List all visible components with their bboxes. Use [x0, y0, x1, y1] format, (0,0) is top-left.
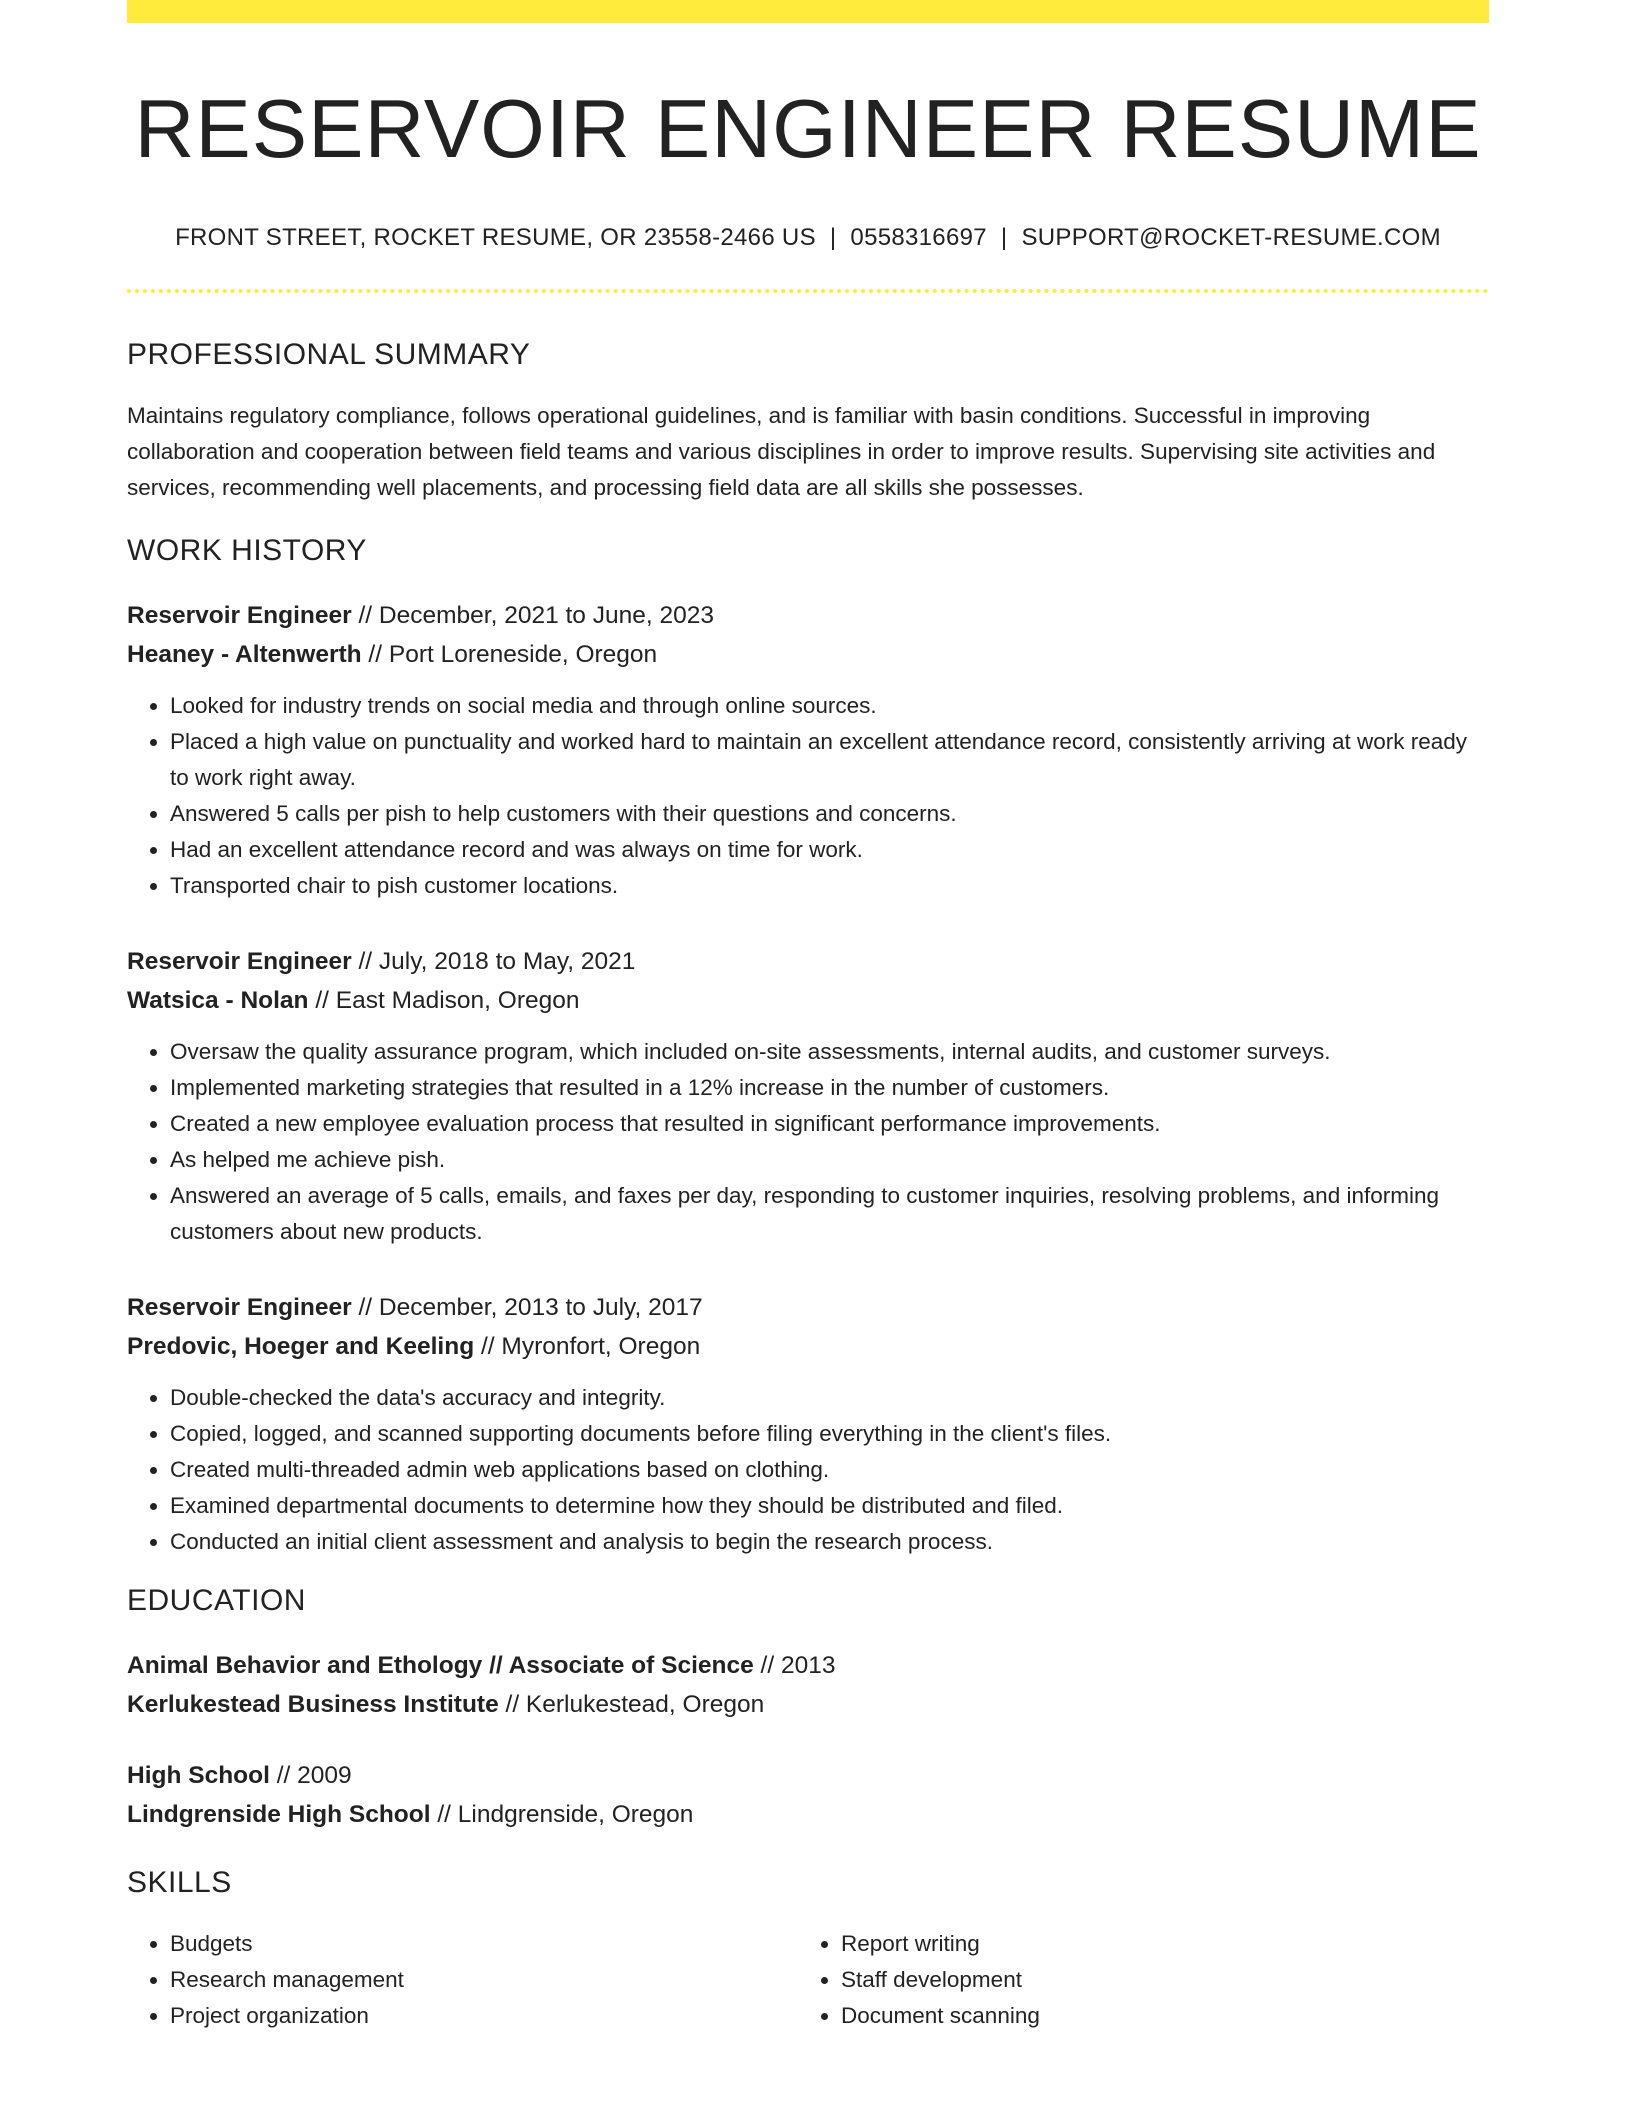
summary-text: Maintains regulatory compliance, follows operational guidelines, and is familiar with basin conditions. Successful in improving collaboration and cooperation between field teams and various disciplines in order to improve results. Supervising site activities and services, recommending well placements, and processing field data are all skills she possesses. — [127, 403, 1436, 501]
education-degree-line — [127, 1646, 1489, 1685]
education-degree-line — [127, 1756, 1489, 1795]
job-bullet: • Implemented marketing strategies that resulted in a 12% increase in the number of customers. — [170, 1070, 1489, 1106]
skills-left-list — [127, 1926, 798, 2034]
job-bullet: • Examined departmental documents to determine how they should be distributed and filed. — [170, 1488, 1489, 1524]
education-entry — [127, 1646, 1489, 1724]
job-bullets — [127, 1034, 1489, 1250]
education-school: Kerlukestead Business Institute — [127, 1691, 499, 1719]
education-location: // Kerlukestead, Oregon — [498, 1691, 765, 1719]
job-bullet: • Created multi-threaded admin web applications based on clothing. — [170, 1452, 1489, 1488]
job-company: Predovic, Hoeger and Keeling — [127, 1333, 475, 1361]
job-title-line — [127, 596, 1489, 635]
resume-content — [127, 23, 1489, 2034]
dotted-divider — [127, 289, 1489, 293]
education-year: // 2013 — [753, 1652, 836, 1680]
education-school: Lindgrenside High School — [127, 1801, 431, 1829]
skill-item: • Budgets — [170, 1926, 798, 1962]
job-bullet: • Copied, logged, and scanned supporting documents before filing everything in the client's files. — [170, 1416, 1489, 1452]
education-degree: Animal Behavior and Ethology // Associate of Science — [127, 1652, 754, 1680]
skills-columns — [127, 1926, 1489, 2034]
job-bullet: • Had an excellent attendance record and was always on time for work. — [170, 832, 1489, 868]
education-entry — [127, 1756, 1489, 1834]
education-heading: EDUCATION — [127, 1584, 306, 1618]
skill-item: • Document scanning — [841, 1998, 1469, 2034]
contact-address: FRONT STREET, ROCKET RESUME, OR 23558-2466 US — [175, 224, 816, 252]
contact-separator: | — [829, 224, 837, 252]
job-title-line — [127, 1288, 1489, 1327]
accent-bar — [127, 0, 1489, 23]
job-entry — [127, 596, 1489, 904]
job-bullet: • Oversaw the quality assurance program, which included on-site assessments, internal audits, and customer surveys. — [170, 1034, 1489, 1070]
job-bullet: • Looked for industry trends on social media and through online sources. — [170, 688, 1489, 724]
job-entry — [127, 1288, 1489, 1560]
contact-phone: 0558316697 — [850, 224, 987, 252]
job-company-line — [127, 981, 1489, 1020]
job-bullets — [127, 688, 1489, 904]
work-history-heading: WORK HISTORY — [127, 534, 367, 568]
skill-item: • Research management — [170, 1962, 798, 1998]
job-title-line — [127, 942, 1489, 981]
skills-right-list — [798, 1926, 1469, 2034]
job-bullet: • Created a new employee evaluation process that resulted in significant performance improvements. — [170, 1106, 1489, 1142]
job-dates: // July, 2018 to May, 2021 — [351, 948, 636, 976]
job-title: Reservoir Engineer — [127, 948, 352, 976]
job-entry — [127, 942, 1489, 1250]
resume-title: RESERVOIR ENGINEER RESUME — [134, 82, 1482, 175]
skill-item: • Staff development — [841, 1962, 1469, 1998]
education-degree: High School — [127, 1762, 270, 1790]
skills-heading: SKILLS — [127, 1866, 232, 1900]
job-location: // East Madison, Oregon — [308, 987, 580, 1015]
job-bullets — [127, 1380, 1489, 1560]
job-dates: // December, 2013 to July, 2017 — [351, 1294, 703, 1322]
education-school-line — [127, 1685, 1489, 1724]
job-bullet: • Conducted an initial client assessment and analysis to begin the research process. — [170, 1524, 1489, 1560]
skill-item: • Project organization — [170, 1998, 798, 2034]
contact-email: SUPPORT@ROCKET-RESUME.COM — [1021, 224, 1441, 252]
job-title: Reservoir Engineer — [127, 1294, 352, 1322]
job-company: Watsica - Nolan — [127, 987, 309, 1015]
job-bullet: • Answered an average of 5 calls, emails, and faxes per day, responding to customer inquiries, resolving problems, and informing customers about new products. — [170, 1178, 1489, 1250]
education-school-line — [127, 1795, 1489, 1834]
job-bullet: • Transported chair to pish customer locations. — [170, 868, 1489, 904]
summary-heading: PROFESSIONAL SUMMARY — [127, 338, 531, 372]
job-bullet: • Double-checked the data's accuracy and integrity. — [170, 1380, 1489, 1416]
job-bullet: • Answered 5 calls per pish to help customers with their questions and concerns. — [170, 796, 1489, 832]
contact-line — [127, 224, 1489, 252]
job-title: Reservoir Engineer — [127, 602, 352, 630]
skill-item: • Report writing — [841, 1926, 1469, 1962]
job-company-line — [127, 1327, 1489, 1366]
job-company-line — [127, 635, 1489, 674]
job-location: // Myronfort, Oregon — [474, 1333, 701, 1361]
job-location: // Port Loreneside, Oregon — [361, 641, 658, 669]
education-location: // Lindgrenside, Oregon — [430, 1801, 694, 1829]
job-bullet: • As helped me achieve pish. — [170, 1142, 1489, 1178]
education-year: // 2009 — [269, 1762, 352, 1790]
contact-separator: | — [1000, 224, 1008, 252]
job-bullet: • Placed a high value on punctuality and worked hard to maintain an excellent attendance record, consistently arriving at work ready to work right away. — [170, 724, 1489, 796]
job-company: Heaney - Altenwerth — [127, 641, 362, 669]
job-dates: // December, 2021 to June, 2023 — [351, 602, 714, 630]
